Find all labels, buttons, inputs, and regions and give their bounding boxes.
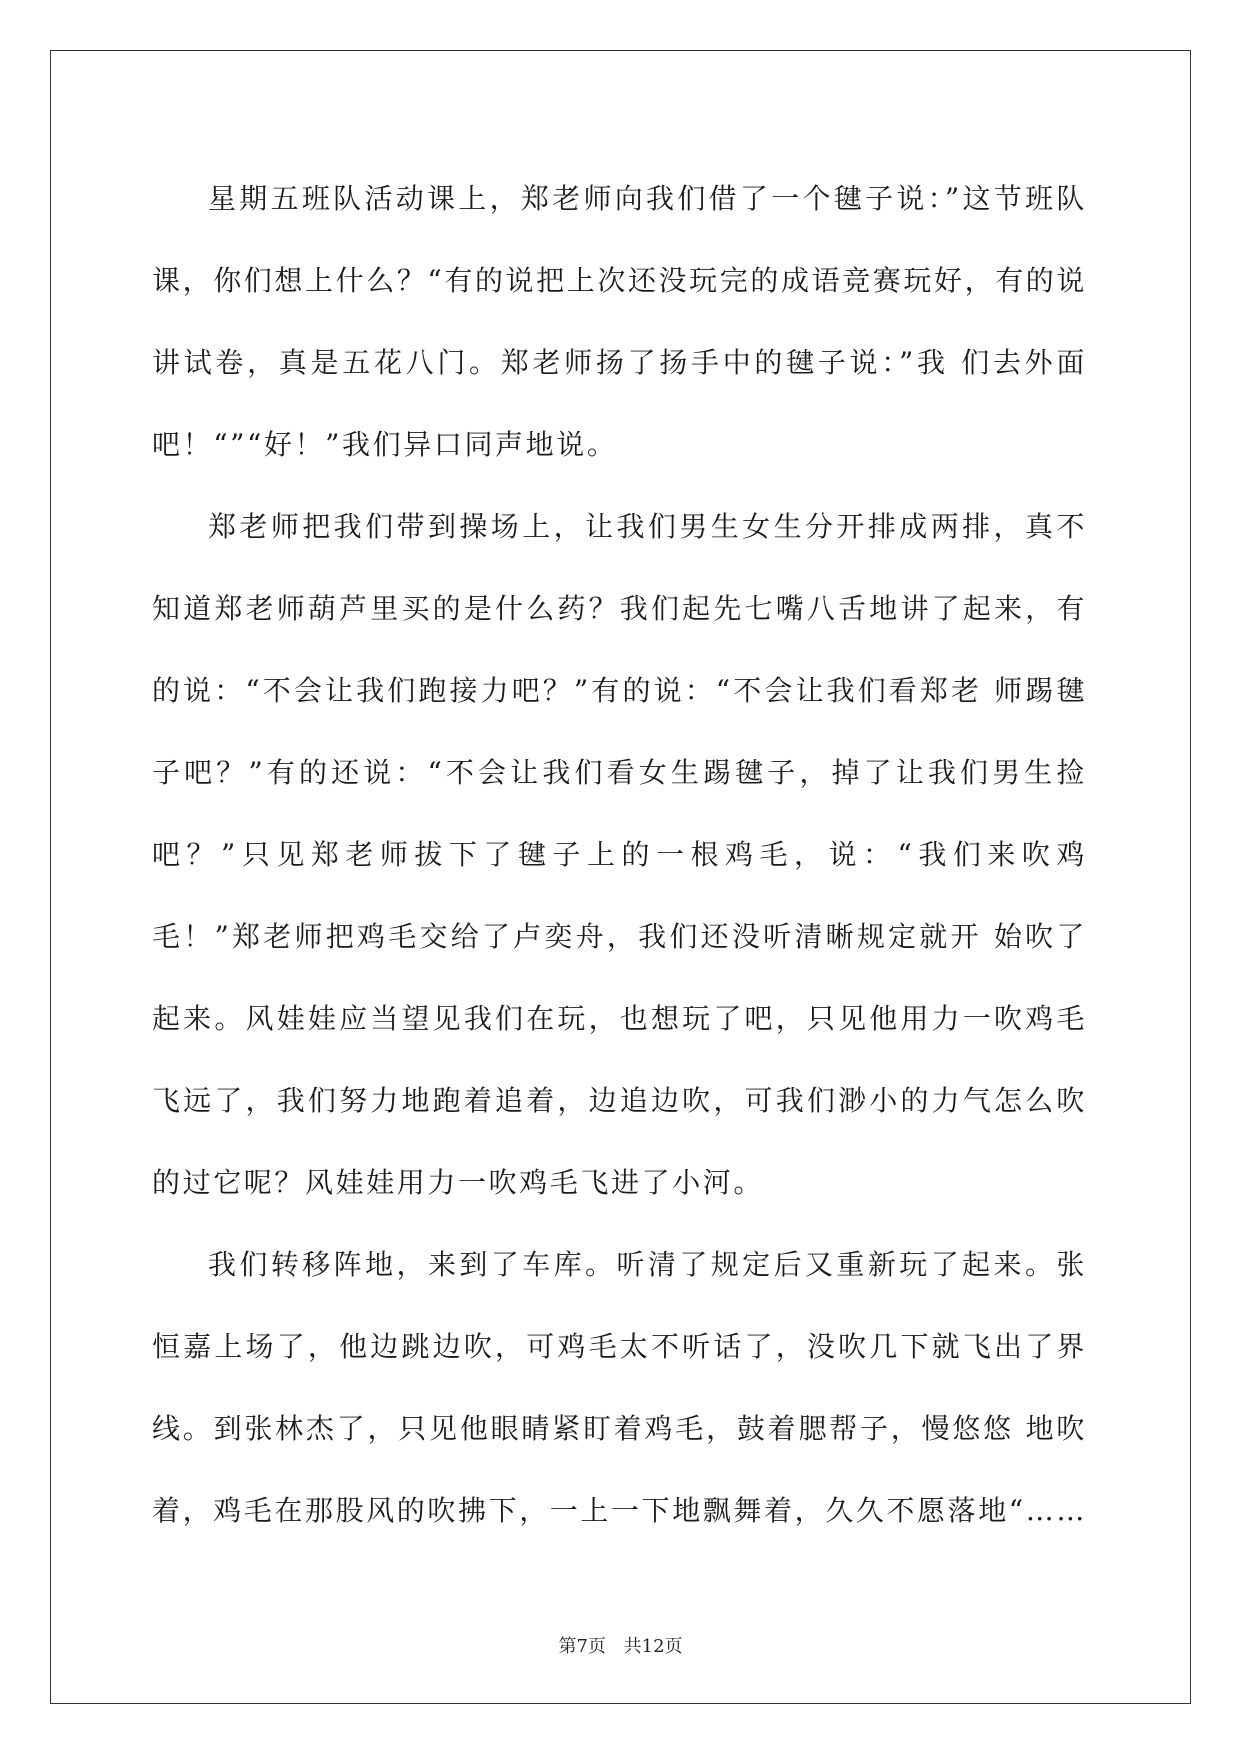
paragraph-1: 星期五班队活动课上，郑老师向我们借了一个毽子说：”这节班队课，你们想上什么？“有的说把上次还没玩完的成语竞赛玩好，有的说讲试卷，真是五花八门。郑老师扬了扬手中的毽子说：”我 们去外面吧！“”“好！”我们异口同声地说。 (152, 182, 1087, 461)
document-body (152, 158, 1087, 1552)
page-number-total: 共12页 (623, 1636, 683, 1657)
page-number-current: 第7页 (558, 1636, 606, 1657)
paragraph-2: 郑老师把我们带到操场上，让我们男生女生分开排成两排，真不知道郑老师葫芦里买的是什么药？我们起先七嘴八舌地讲了起来，有的说：“不会让我们跑接力吧？”有的说：“不会让我们看郑老 师踢毽子吧？”有的还说：“不会让我们看女生踢毽子，掉了让我们男生捡吧？”只见郑老师拔下了毽子上的一根鸡毛，说：“我们来吹鸡毛！”郑老师把鸡毛交给了卢奕舟，我们还没听清晰规定就开 始吹了起来。风娃娃应当望见我们在玩，也想玩了吧，只见他用力一吹鸡毛飞远了，我们努力地跑着追着，边追边吹，可我们渺小的力气怎么吹的过它呢？风娃娃用力一吹鸡毛飞进了小河。 (152, 510, 1087, 1199)
paragraph-3: 我们转移阵地，来到了车库。听清了规定后又重新玩了起来。张恒嘉上场了，他边跳边吹，可鸡毛太不听话了，没吹几下就飞出了界线。到张林杰了，只见他眼睛紧盯着鸡毛，鼓着腮帮子，慢悠悠 地吹着，鸡毛在那股风的吹拂下，一上一下地飘舞着，久久不愿落地“…… (152, 1248, 1087, 1527)
page-footer (0, 1632, 1241, 1658)
